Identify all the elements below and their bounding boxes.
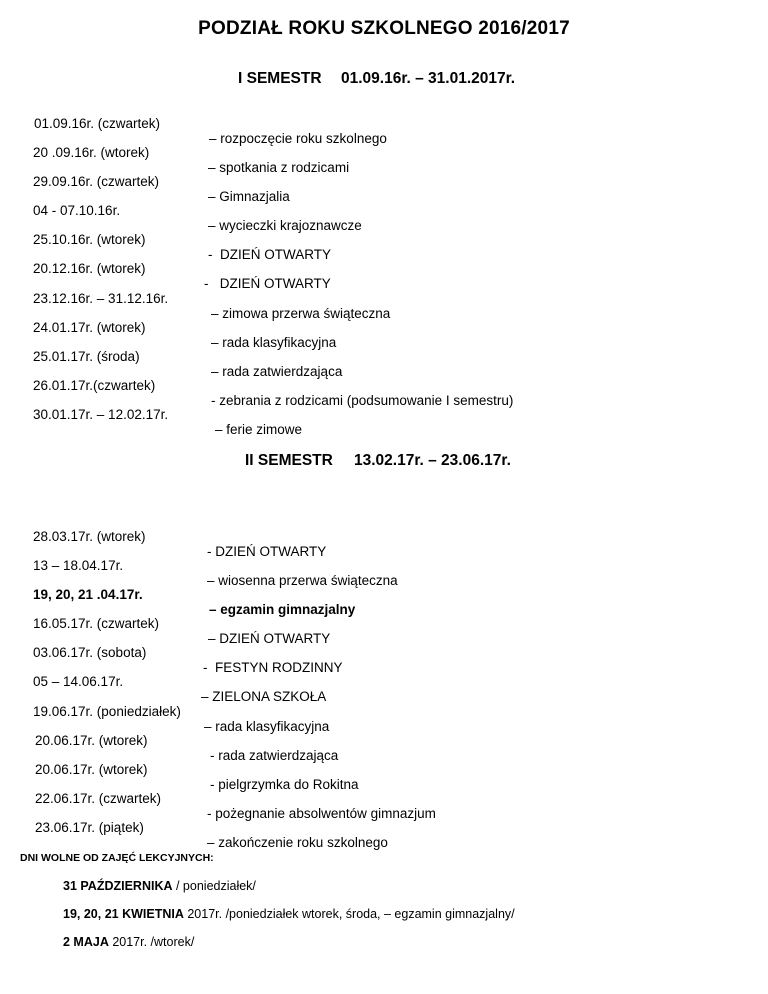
event-description: - rada zatwierdzająca: [210, 748, 339, 763]
table-row: [33, 392, 303, 452]
event-date: 28.03.17r. (wtorek): [33, 529, 146, 544]
event-description: – zimowa przerwa świąteczna: [211, 306, 391, 321]
event-description: - pożegnanie absolwentów gimnazjum: [207, 806, 436, 821]
event-date: 19.06.17r. (poniedziałek): [33, 704, 181, 719]
semester-1-range: 01.09.16r. – 31.01.2017r.: [341, 70, 516, 87]
event-date: 25.01.17r. (środa): [33, 349, 140, 364]
event-date: 16.05.17r. (czwartek): [33, 616, 160, 631]
event-description: – rozpoczęcie roku szkolnego: [209, 131, 387, 146]
event-date: 04 - 07.10.16r.: [33, 203, 121, 218]
event-date: 01.09.16r. (czwartek): [34, 116, 161, 131]
free-day-date: 31 PAŹDZIERNIKA: [63, 879, 173, 893]
semester-2-range: 13.02.17r. – 23.06.17r.: [354, 452, 511, 469]
page-title: PODZIAŁ ROKU SZKOLNEGO 2016/2017: [198, 18, 570, 39]
event-description: – zakończenie roku szkolnego: [207, 835, 388, 850]
event-date: 23.12.16r. – 31.12.16r.: [33, 291, 169, 306]
event-date: 03.06.17r. (sobota): [33, 645, 147, 660]
event-description: – rada klasyfikacyjna: [211, 335, 337, 350]
event-date: 30.01.17r. – 12.02.17r.: [33, 407, 169, 422]
event-description: - zebrania z rodzicami (podsumowanie I semestru): [211, 393, 514, 408]
free-days-heading: DNI WOLNE OD ZAJĘĆ LEKCYJNYCH:: [20, 852, 214, 864]
free-day-note: 2017r. /wtorek/: [108, 935, 195, 949]
event-description: – ZIELONA SZKOŁA: [201, 689, 327, 704]
free-day-note: / poniedziałek/: [172, 879, 256, 893]
event-description: - DZIEŃ OTWARTY: [204, 276, 331, 291]
event-description: – Gimnazjalia: [208, 189, 290, 204]
event-description: – wycieczki krajoznawcze: [208, 218, 362, 233]
free-day-date: 2 MAJA: [63, 935, 109, 949]
free-day-item: [63, 907, 515, 921]
event-description: – rada klasyfikacyjna: [204, 719, 330, 734]
event-date: 26.01.17r.(czwartek): [33, 378, 156, 393]
event-date: 29.09.16r. (czwartek): [33, 174, 160, 189]
event-description: – egzamin gimnazjalny: [209, 602, 356, 617]
event-description: - pielgrzymka do Rokitna: [210, 777, 359, 792]
event-date: 19, 20, 21 .04.17r.: [33, 587, 143, 602]
event-date: 20 .09.16r. (wtorek): [33, 145, 150, 160]
free-day-date: 19, 20, 21 KWIETNIA: [63, 907, 184, 921]
event-description: - DZIEŃ OTWARTY: [207, 544, 327, 559]
event-description: - DZIEŃ OTWARTY: [208, 247, 331, 262]
semester-2-label: II SEMESTR: [245, 452, 333, 469]
event-date: 20.06.17r. (wtorek): [35, 762, 148, 777]
event-date: 20.06.17r. (wtorek): [35, 733, 148, 748]
event-date: 13 – 18.04.17r.: [33, 558, 124, 573]
event-date: 22.06.17r. (czwartek): [35, 791, 162, 806]
event-description: – ferie zimowe: [215, 422, 303, 437]
free-day-note: 2017r. /poniedziałek wtorek, środa, – egzamin gimnazjalny/: [183, 907, 515, 921]
semester-1-label: I SEMESTR: [238, 70, 322, 87]
event-date: 24.01.17r. (wtorek): [33, 320, 146, 335]
event-description: – wiosenna przerwa świąteczna: [207, 573, 398, 588]
event-date: 23.06.17r. (piątek): [35, 820, 144, 835]
free-day-item: [63, 879, 256, 893]
event-date: 05 – 14.06.17r.: [33, 674, 124, 689]
event-description: – DZIEŃ OTWARTY: [208, 631, 331, 646]
event-description: - FESTYN RODZINNY: [203, 660, 343, 675]
event-date: 20.12.16r. (wtorek): [33, 261, 146, 276]
event-description: – spotkania z rodzicami: [208, 160, 350, 175]
event-date: 25.10.16r. (wtorek): [33, 232, 146, 247]
free-day-item: [63, 935, 194, 949]
event-description: – rada zatwierdzająca: [211, 364, 343, 379]
